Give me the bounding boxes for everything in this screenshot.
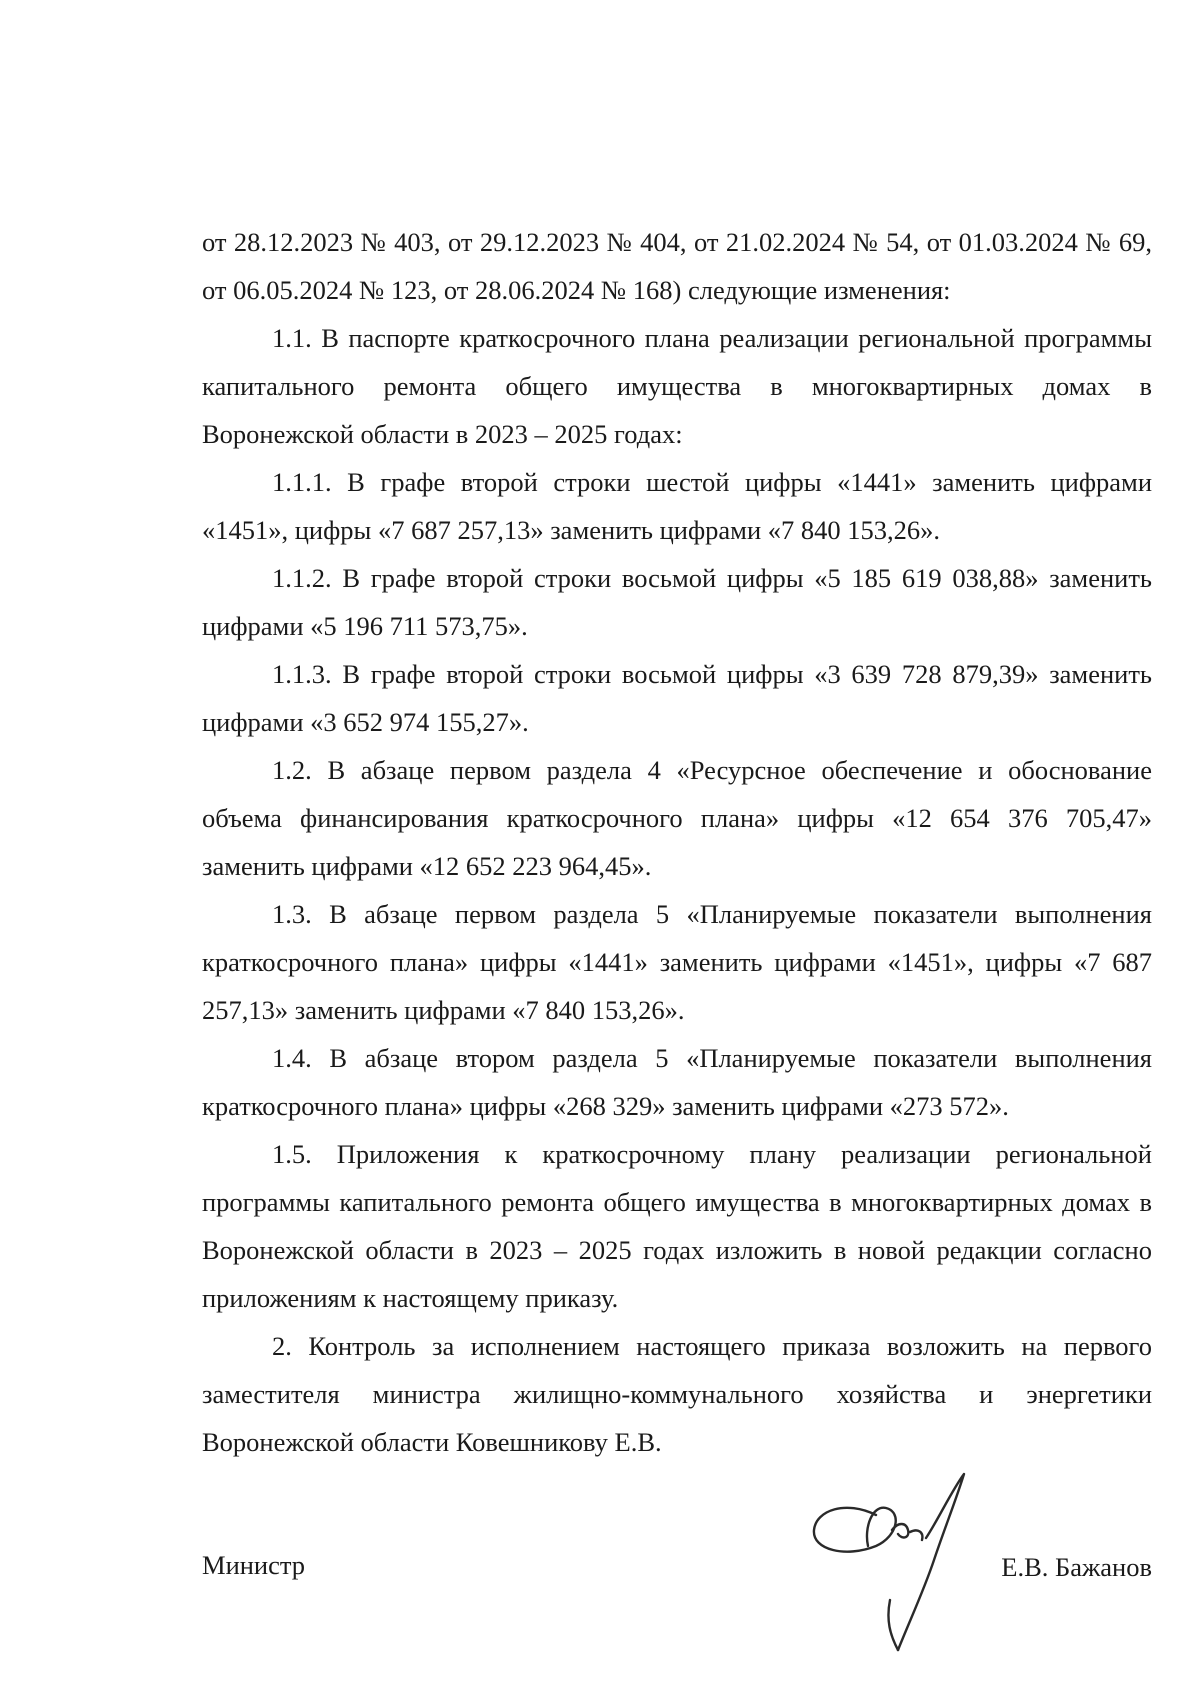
paragraph-1-3: 1.3. В абзаце первом раздела 5 «Планируемые показатели выполнения краткосрочного плана» цифры «1441» заменить цифрами «1451», цифры «7 687 257,13» заменить цифрами «7 840 153,26». xyxy=(202,899,1152,1025)
paragraph-1-5: 1.5. Приложения к краткосрочному плану реализации региональной программы капитального ремонта общего имущества в многоквартирных домах в Воронежской области в 2023 – 2025 годах изложить в новой редакции согласно приложениям к настоящему приказу. xyxy=(202,1139,1152,1313)
document-body xyxy=(202,218,1152,1466)
paragraph-continuation: от 28.12.2023 № 403, от 29.12.2023 № 404, от 21.02.2024 № 54, от 01.03.2024 № 69, от 06.05.2024 № 123, от 28.06.2024 № 168) следующие изменения: xyxy=(202,227,1152,305)
paragraph-1-1-2: 1.1.2. В графе второй строки восьмой цифры «5 185 619 038,88» заменить цифрами «5 196 711 573,75». xyxy=(202,563,1152,641)
paragraph-2: 2. Контроль за исполнением настоящего приказа возложить на первого заместителя министра жилищно-коммунального хозяйства и энергетики Воронежской области Ковешникову Е.В. xyxy=(202,1331,1152,1457)
handwritten-signature-icon xyxy=(806,1460,986,1660)
signer-name: Е.В. Бажанов xyxy=(1001,1552,1152,1582)
paragraph-1-1-3: 1.1.3. В графе второй строки восьмой цифры «3 639 728 879,39» заменить цифрами «3 652 974 155,27». xyxy=(202,659,1152,737)
paragraph-1-4: 1.4. В абзаце втором раздела 5 «Планируемые показатели выполнения краткосрочного плана» цифры «268 329» заменить цифрами «273 572». xyxy=(202,1043,1152,1121)
paragraph-1-2: 1.2. В абзаце первом раздела 4 «Ресурсное обеспечение и обоснование объема финансирования краткосрочного плана» цифры «12 654 376 705,47» заменить цифрами «12 652 223 964,45». xyxy=(202,755,1152,881)
signature-block xyxy=(202,1530,1152,1600)
paragraph-1-1: 1.1. В паспорте краткосрочного плана реализации региональной программы капитального ремонта общего имущества в многоквартирных домах в Воронежской области в 2023 – 2025 годах: xyxy=(202,323,1152,449)
signer-position: Министр xyxy=(202,1550,306,1580)
paragraph-1-1-1: 1.1.1. В графе второй строки шестой цифры «1441» заменить цифрами «1451», цифры «7 687 257,13» заменить цифрами «7 840 153,26». xyxy=(202,467,1152,545)
